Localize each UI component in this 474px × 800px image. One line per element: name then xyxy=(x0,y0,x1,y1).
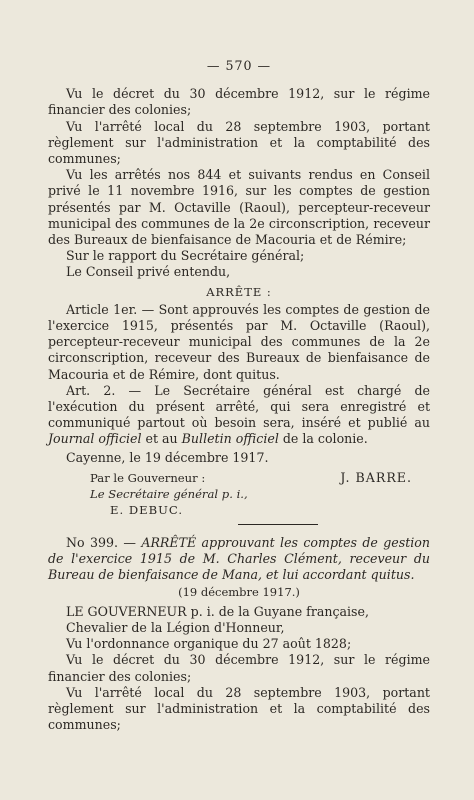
signature-block xyxy=(48,470,430,518)
arrete-heading: ARRÊTE : xyxy=(206,284,272,299)
vu-arrete-1903: Vu l'arrêté local du 28 septembre 1903, portant règlement sur l'administration et la comptabilité des communes; xyxy=(48,118,430,167)
vu-arretes-844: Vu les arrêtés nos 844 et suivants rendus en Conseil privé le 11 novembre 1916, sur les comptes de gestion présentés par M. Octaville (Raoul), percepteur-receveur municipal des communes de la 2e circonscription, receveur des Bureaux de bienfaisance de Macouria et de Rémire; xyxy=(48,167,430,248)
governor-signature: J. BARRE. xyxy=(340,469,412,485)
article-1: Article 1er. — Sont approuvés les comptes de gestion de l'exercice 1915, présentés par M. Octaville (Raoul), percepteur-receveur municipal des communes de la 2e circonscription, receveur des Bureaux de bienfaisance de Macouria et de Rémire, dont quitus. xyxy=(48,301,430,382)
chevalier: Chevalier de la Légion d'Honneur, xyxy=(66,619,285,635)
decree-date: (19 décembre 1917.) xyxy=(178,585,300,600)
secretary-name: E. DEBUC. xyxy=(110,502,184,517)
decree-heading xyxy=(48,535,430,584)
article-2: Art. 2. — Le Secrétaire général est chargé de l'exécution du présent arrêté, qui sera enregistré et communiqué partout où besoin sera, inséré et publié au Journal officiel et au Bulletin officiel de la colonie. xyxy=(48,382,430,447)
le-gouverneur: LE GOUVERNEUR p. i. de la Guyane française, xyxy=(66,603,369,619)
journal-officiel: Journal officiel xyxy=(48,431,142,447)
decree-number: No 399. — xyxy=(66,534,142,550)
secretary-title: Le Secrétaire général p. i., xyxy=(90,486,248,501)
page-number: — 570 — xyxy=(206,58,272,73)
governor-countersign xyxy=(48,470,248,518)
section-divider xyxy=(238,524,318,525)
vu-decret-1912: Vu le décret du 30 décembre 1912, sur le régime financier des colonies; xyxy=(48,86,430,118)
by-governor: Par le Gouverneur : xyxy=(90,470,206,485)
sur-le-rapport: Sur le rapport du Secrétaire général; xyxy=(66,248,305,264)
vu-ordonnance-1828: Vu l'ordonnance organique du 27 août 1828; xyxy=(66,636,352,652)
bulletin-officiel: Bulletin officiel xyxy=(181,431,279,447)
conseil-entendu: Le Conseil privé entendu, xyxy=(66,264,231,280)
vu-arrete-1903-b: Vu l'arrêté local du 28 septembre 1903, portant règlement sur l'administration et la comptabilité des communes; xyxy=(48,684,430,733)
decree-title: ARRÊTÉ approuvant les comptes de gestion de l'exercice 1915 de M. Charles Clément, receveur du Bureau de bienfaisance de Mana, et lui accordant quitus. xyxy=(48,534,430,583)
vu-decret-1912-b: Vu le décret du 30 décembre 1912, sur le régime financier des colonies; xyxy=(48,652,430,684)
place-date: Cayenne, le 19 décembre 1917. xyxy=(66,449,269,465)
